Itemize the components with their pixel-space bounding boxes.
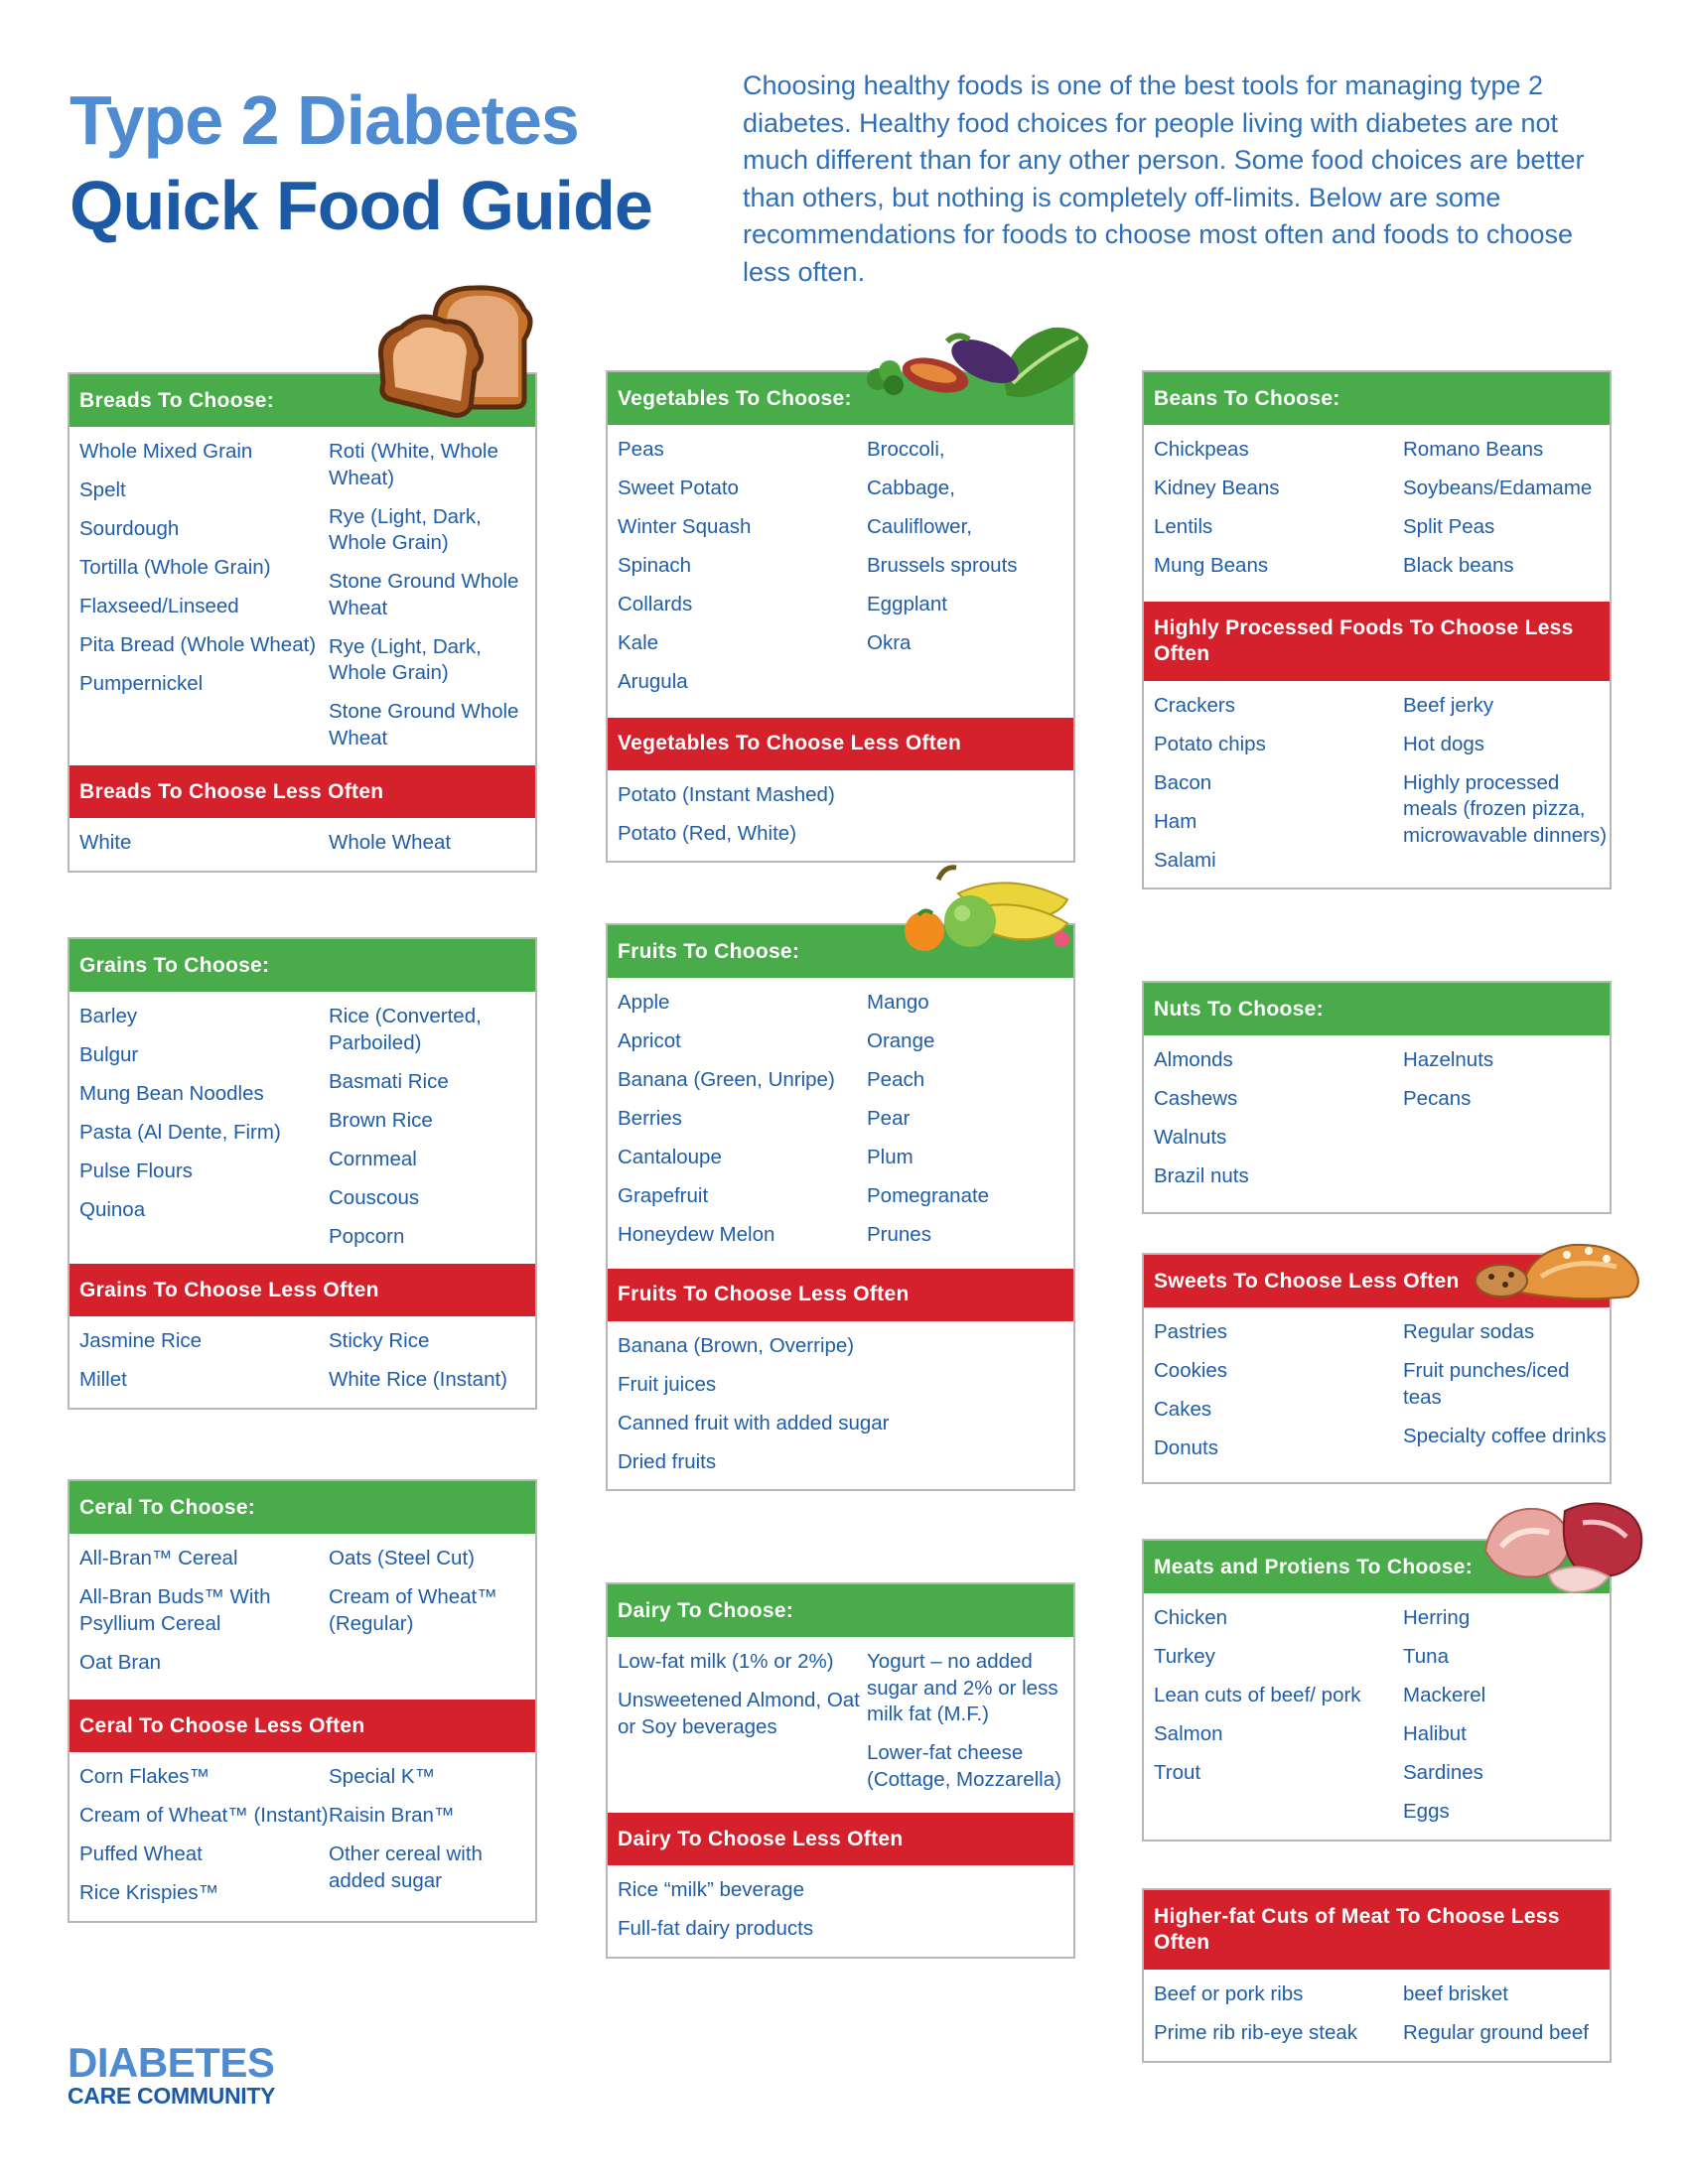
nuts-choose-header: Nuts To Choose: — [1144, 983, 1610, 1035]
list-item: Mung Bean Noodles — [79, 1082, 264, 1105]
list-item: Corn Flakes™ — [79, 1765, 211, 1788]
list-item: Basmati Rice — [329, 1069, 449, 1093]
list-item: Hot dogs — [1403, 732, 1485, 755]
list-item: Ham — [1154, 809, 1197, 833]
list-item: Brussels sprouts — [867, 554, 1018, 577]
sweets-less-right — [1403, 1319, 1610, 1462]
list-item: Broccoli, — [867, 438, 945, 461]
processed-less-right — [1403, 693, 1610, 875]
vegetables-choose-list — [608, 425, 1073, 718]
list-item: Bulgur — [79, 1043, 139, 1066]
fatty-meats-less-list — [1144, 1970, 1610, 2061]
dairy-choose-left — [618, 1649, 867, 1793]
breads-less-list — [70, 818, 535, 871]
logo-line-1: DIABETES — [68, 2039, 275, 2086]
list-item: Mung Beans — [1154, 554, 1269, 577]
list-item: Turkey — [1154, 1645, 1215, 1668]
fruits-choose-list — [608, 978, 1073, 1269]
list-item: Peas — [618, 438, 664, 461]
beans-section — [1142, 370, 1612, 889]
title-line-2: Quick Food Guide — [70, 167, 652, 244]
list-item: Crackers — [1154, 693, 1236, 717]
list-item: Sourdough — [79, 517, 180, 540]
vegetables-section — [606, 370, 1075, 863]
list-item: Eggplant — [867, 593, 947, 615]
list-item: Jasmine Rice — [79, 1329, 203, 1352]
cereal-choose-left — [79, 1546, 329, 1676]
list-item: Pomegranate — [867, 1184, 990, 1207]
list-item: Canned fruit with added sugar — [618, 1411, 890, 1434]
list-item: Flaxseed/Linseed — [79, 595, 239, 617]
list-item: Puffed Wheat — [79, 1843, 203, 1865]
list-item: Low-fat milk (1% or 2%) — [618, 1650, 834, 1673]
fruits-choose-left — [618, 990, 867, 1249]
list-item: Cabbage, — [867, 477, 955, 499]
list-item: Stone Ground Whole Wheat — [329, 570, 519, 619]
list-item: Brazil nuts — [1154, 1164, 1249, 1187]
list-item: Lentils — [1154, 515, 1213, 538]
bread-icon — [375, 280, 554, 419]
fruits-icon — [899, 860, 1077, 959]
list-item: Oat Bran — [79, 1650, 162, 1674]
grains-choose-right — [329, 1004, 535, 1250]
list-item: Apricot — [618, 1029, 681, 1052]
list-item: Chicken — [1154, 1606, 1228, 1629]
nuts-choose-left — [1154, 1047, 1403, 1190]
list-item: Prime rib rib-eye steak — [1154, 2021, 1358, 2044]
list-item: Pita Bread (Whole Wheat) — [79, 633, 317, 656]
list-item: Prunes — [867, 1223, 931, 1246]
list-item: Cream of Wheat™ (Instant) — [79, 1804, 329, 1827]
beans-choose-header: Beans To Choose: — [1144, 372, 1610, 425]
list-item: Special K™ — [329, 1765, 436, 1788]
meats-choose-right — [1403, 1605, 1610, 1826]
dairy-choose-list — [608, 1637, 1073, 1813]
list-item: Romano Beans — [1403, 438, 1544, 461]
list-item: All-Bran™ Cereal — [79, 1547, 238, 1570]
list-item: Rice (Converted, Parboiled) — [329, 1005, 482, 1054]
list-item: Cornmeal — [329, 1147, 417, 1170]
breads-less-header: Breads To Choose Less Often — [70, 765, 535, 818]
pastry-icon — [1468, 1237, 1646, 1306]
list-item: Potato (Instant Mashed) — [618, 782, 835, 806]
list-item: Quinoa — [79, 1198, 146, 1221]
list-item: Chickpeas — [1154, 438, 1249, 461]
logo-line-2: CARE COMMUNITY — [68, 2083, 276, 2109]
processed-less-left — [1154, 693, 1403, 875]
list-item: Halibut — [1403, 1722, 1467, 1745]
list-item: Black beans — [1403, 554, 1514, 577]
grains-less-right — [329, 1328, 535, 1394]
list-item: Couscous — [329, 1185, 420, 1209]
list-item: Donuts — [1154, 1436, 1218, 1459]
list-item: Rye (Light, Dark, Whole Grain) — [329, 634, 482, 684]
breads-choose-right — [329, 439, 535, 751]
list-item: Plum — [867, 1146, 914, 1168]
cereal-section — [68, 1479, 537, 1923]
grains-less-header: Grains To Choose Less Often — [70, 1264, 535, 1316]
nuts-choose-list — [1144, 1035, 1610, 1212]
grains-choose-left — [79, 1004, 329, 1250]
list-item: Beef or pork ribs — [1154, 1982, 1304, 2005]
list-item: Other cereal with added sugar — [329, 1843, 483, 1892]
list-item: Sweet Potato — [618, 477, 739, 499]
grains-choose-list — [70, 992, 535, 1264]
list-item: Spelt — [79, 478, 126, 501]
nuts-section — [1142, 981, 1612, 1214]
dairy-less-list — [608, 1865, 1073, 1957]
list-item: Orange — [867, 1029, 935, 1052]
list-item: Specialty coffee drinks — [1403, 1424, 1607, 1447]
list-item: All-Bran Buds™ With Psyllium Cereal — [79, 1585, 271, 1635]
beans-choose-list — [1144, 425, 1610, 602]
cereal-choose-header: Ceral To Choose: — [70, 1481, 535, 1534]
list-item: Pasta (Al Dente, Firm) — [79, 1121, 281, 1144]
list-item: Rice Krispies™ — [79, 1881, 219, 1904]
list-item: Popcorn — [329, 1224, 405, 1248]
dairy-less-header: Dairy To Choose Less Often — [608, 1813, 1073, 1865]
fatty-meats-less-left — [1154, 1981, 1403, 2047]
list-item: Trout — [1154, 1761, 1201, 1784]
cereal-choose-right — [329, 1546, 535, 1676]
list-item: Okra — [867, 631, 912, 654]
list-item: Banana (Brown, Overripe) — [618, 1333, 855, 1357]
beans-choose-right — [1403, 437, 1610, 580]
list-item: Salami — [1154, 848, 1216, 872]
list-item: White Rice (Instant) — [329, 1368, 507, 1391]
list-item: Regular sodas — [1403, 1320, 1535, 1343]
list-item: Whole Mixed Grain — [79, 440, 253, 463]
list-item: Millet — [79, 1368, 127, 1391]
list-item: Split Peas — [1403, 515, 1495, 538]
fruits-choose-header: Fruits To Choose: — [608, 925, 1073, 978]
cereal-less-left — [79, 1764, 329, 1907]
dairy-choose-right — [867, 1649, 1073, 1793]
list-item: Stone Ground Whole Wheat — [329, 700, 519, 750]
grains-choose-header: Grains To Choose: — [70, 939, 535, 992]
list-item: Herring — [1403, 1606, 1471, 1629]
grains-section — [68, 937, 537, 1410]
list-item: Honeydew Melon — [618, 1223, 775, 1246]
fruits-less-list — [608, 1321, 1073, 1490]
sweets-less-header: Sweets To Choose Less Often — [1144, 1255, 1610, 1307]
list-item: Pumpernickel — [79, 672, 204, 695]
sweets-less-left — [1154, 1319, 1403, 1462]
meats-choose-left — [1154, 1605, 1403, 1826]
list-item: Regular ground beef — [1403, 2021, 1589, 2044]
list-item: Highly processed meals (frozen pizza, microwavable dinners) — [1403, 770, 1608, 847]
list-item: Barley — [79, 1005, 138, 1027]
list-item: Lean cuts of beef/ pork — [1154, 1684, 1361, 1706]
fruits-less-items — [618, 1333, 1073, 1476]
list-item: beef brisket — [1403, 1982, 1508, 2005]
cereal-less-right — [329, 1764, 535, 1907]
fatty-meats-less-right — [1403, 1981, 1610, 2047]
cereal-less-header: Ceral To Choose Less Often — [70, 1700, 535, 1752]
list-item: Yogurt – no added sugar and 2% or less milk fat (M.F.) — [867, 1650, 1058, 1725]
list-item: Rye (Light, Dark, Whole Grain) — [329, 504, 482, 554]
list-item: Cauliflower, — [867, 515, 972, 538]
vegetables-icon — [864, 318, 1092, 407]
fruits-section — [606, 923, 1075, 1491]
list-item: Rice “milk” beverage — [618, 1878, 804, 1901]
list-item: Pecans — [1403, 1087, 1472, 1110]
breads-less-right — [329, 830, 535, 857]
vegetables-choose-left — [618, 437, 867, 696]
list-item: Fruit punches/iced teas — [1403, 1359, 1570, 1409]
list-item: Brown Rice — [329, 1108, 433, 1132]
list-item: Banana (Green, Unripe) — [618, 1068, 835, 1091]
processed-less-header: Highly Processed Foods To Choose Less Often — [1144, 602, 1610, 681]
list-item: White — [79, 831, 132, 854]
list-item: Oats (Steel Cut) — [329, 1547, 475, 1570]
list-item: Potato chips — [1154, 732, 1266, 755]
breads-less-left — [79, 830, 329, 857]
list-item: Lower-fat cheese (Cottage, Mozzarella) — [867, 1741, 1061, 1791]
fatty-meats-section — [1142, 1888, 1612, 2063]
list-item: Cantaloupe — [618, 1146, 722, 1168]
list-item: Walnuts — [1154, 1126, 1227, 1149]
vegetables-less-header: Vegetables To Choose Less Often — [608, 718, 1073, 770]
list-item: Peach — [867, 1068, 925, 1091]
cereal-choose-list — [70, 1534, 535, 1700]
breads-section — [68, 372, 537, 873]
intro-paragraph: Choosing healthy foods is one of the best tools for managing type 2 diabetes. Healthy food choices for people living with diabetes are not much different than for any other person. Some food choices are better than others, but nothing is completely off-limits. Below are some recommendations for foods to choose most often and foods to choose less often. — [743, 70, 1585, 287]
list-item: Hazelnuts — [1403, 1048, 1494, 1071]
meats-choose-list — [1144, 1593, 1610, 1840]
cereal-less-list — [70, 1752, 535, 1921]
list-item: Sardines — [1403, 1761, 1483, 1784]
breads-choose-left — [79, 439, 329, 751]
fruits-less-header: Fruits To Choose Less Often — [608, 1269, 1073, 1321]
processed-less-list — [1144, 681, 1610, 888]
list-item: Full-fat dairy products — [618, 1917, 814, 1940]
list-item: Beef jerky — [1403, 693, 1494, 717]
meats-choose-header: Meats and Protiens To Choose: — [1144, 1541, 1610, 1593]
list-item: Soybeans/Edamame — [1403, 477, 1593, 499]
meat-icon — [1479, 1489, 1650, 1598]
list-item: Tortilla (Whole Grain) — [79, 556, 271, 579]
nuts-choose-right — [1403, 1047, 1610, 1190]
list-item: Apple — [618, 991, 670, 1014]
list-item: Pulse Flours — [79, 1160, 193, 1182]
list-item: Raisin Bran™ — [329, 1804, 455, 1827]
diabetes-care-community-logo — [68, 2039, 276, 2109]
list-item: Eggs — [1403, 1800, 1450, 1823]
title-line-1: Type 2 Diabetes — [70, 81, 579, 159]
list-item: Winter Squash — [618, 515, 752, 538]
list-item: Unsweetened Almond, Oat or Soy beverages — [618, 1689, 860, 1738]
list-item: Spinach — [618, 554, 692, 577]
list-item: Mackerel — [1403, 1684, 1486, 1706]
list-item: Mango — [867, 991, 929, 1014]
dairy-less-items — [618, 1877, 1073, 1943]
list-item: Tuna — [1403, 1645, 1449, 1668]
fatty-meats-less-header: Higher-fat Cuts of Meat To Choose Less Often — [1144, 1890, 1610, 1970]
sweets-less-list — [1144, 1307, 1610, 1482]
breads-choose-header: Breads To Choose: — [70, 374, 535, 427]
list-item: Pear — [867, 1107, 911, 1130]
list-item: Arugula — [618, 670, 688, 693]
page-title — [70, 77, 652, 248]
list-item: Cream of Wheat™ (Regular) — [329, 1585, 497, 1635]
grains-less-left — [79, 1328, 329, 1394]
list-item: Grapefruit — [618, 1184, 709, 1207]
list-item: Almonds — [1154, 1048, 1233, 1071]
list-item: Salmon — [1154, 1722, 1223, 1745]
list-item: Cashews — [1154, 1087, 1238, 1110]
list-item: Roti (White, Whole Wheat) — [329, 440, 498, 489]
vegetables-less-items — [618, 782, 1073, 848]
beans-choose-left — [1154, 437, 1403, 580]
breads-choose-list — [70, 427, 535, 765]
list-item: Cakes — [1154, 1398, 1212, 1421]
list-item: Sticky Rice — [329, 1329, 430, 1352]
list-item: Kidney Beans — [1154, 477, 1280, 499]
vegetables-less-list — [608, 770, 1073, 862]
list-item: Collards — [618, 593, 693, 615]
list-item: Kale — [618, 631, 659, 654]
vegetables-choose-header: Vegetables To Choose: — [608, 372, 1073, 425]
list-item: Berries — [618, 1107, 682, 1130]
list-item: Whole Wheat — [329, 831, 452, 854]
list-item: Bacon — [1154, 770, 1212, 794]
fruits-choose-right — [867, 990, 1073, 1249]
grains-less-list — [70, 1316, 535, 1408]
dairy-section — [606, 1582, 1075, 1959]
list-item: Potato (Red, White) — [618, 821, 797, 845]
list-item: Pastries — [1154, 1320, 1228, 1343]
dairy-choose-header: Dairy To Choose: — [608, 1584, 1073, 1637]
vegetables-choose-right — [867, 437, 1073, 696]
list-item: Fruit juices — [618, 1372, 717, 1396]
list-item: Cookies — [1154, 1359, 1228, 1382]
list-item: Dried fruits — [618, 1449, 717, 1473]
